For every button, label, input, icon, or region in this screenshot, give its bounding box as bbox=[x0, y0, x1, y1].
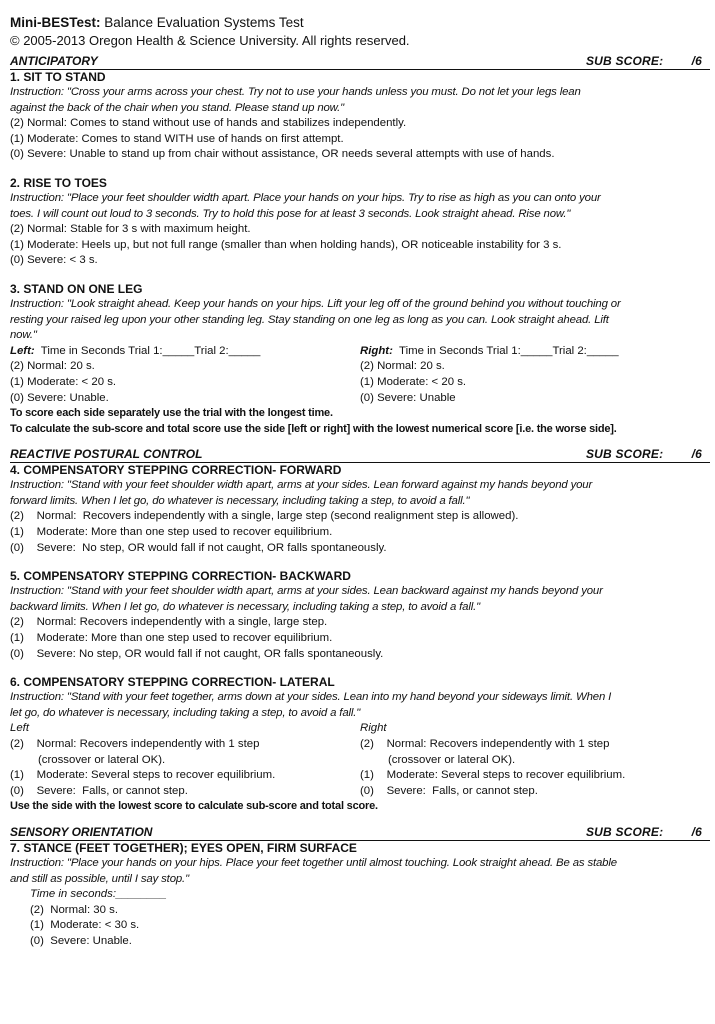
scoring-note: To score each side separately use the trial with the longest time. bbox=[10, 407, 333, 420]
instruction-line: Instruction: "Stand with your feet together, arms down at your sides. Lean into my hand beyond your sideways limit. When I bbox=[10, 691, 612, 704]
section-sensory bbox=[10, 825, 710, 841]
score-option: (2) Normal: 30 s. bbox=[30, 903, 118, 916]
score-option: (1) Moderate: Comes to stand WITH use of hands on first attempt. bbox=[10, 132, 344, 145]
score-option-left-cont: (crossover or lateral OK). bbox=[38, 753, 166, 766]
score-option: (0) Severe: No step, OR would fall if not caught, OR falls spontaneously. bbox=[10, 541, 387, 554]
score-option: (1) Moderate: More than one step used to recover equilibrium. bbox=[10, 526, 333, 539]
left-side-label: Left bbox=[10, 722, 29, 735]
score-option: (0) Severe: Unable to stand up from chair without assistance, OR needs several attempts with use of hands. bbox=[10, 148, 555, 161]
score-option-right: (0) Severe: Falls, or cannot step. bbox=[360, 784, 538, 797]
right-side-label: Right bbox=[360, 722, 387, 735]
brand-name: Mini-BESTest: bbox=[10, 15, 101, 30]
scoring-note: Use the side with the lowest score to calculate sub-score and total score. bbox=[10, 800, 378, 813]
instruction-line: now." bbox=[10, 329, 37, 342]
time-in-seconds-field: Time in seconds:________ bbox=[30, 888, 167, 901]
section-title: ANTICIPATORY bbox=[10, 54, 98, 68]
instruction-line: let go, do whatever is necessary, including taking a step, to avoid a fall." bbox=[10, 706, 361, 719]
sub-score-label: SUB SCORE: /6 bbox=[585, 824, 702, 839]
score-row bbox=[10, 753, 710, 769]
instruction-line: Instruction: "Cross your arms across your chest. Try not to use your hands unless you must. Do not let your legs lean bbox=[10, 86, 581, 98]
score-option-right-cont: (crossover or lateral OK). bbox=[388, 753, 516, 766]
item-title: 1. SIT TO STAND bbox=[10, 70, 106, 84]
instruction-line: against the back of the chair when you stand. Please stand up now." bbox=[10, 101, 345, 114]
score-option: (0) Severe: Unable. bbox=[30, 934, 132, 947]
score-option-left: (1) Moderate: Several steps to recover equilibrium. bbox=[10, 769, 276, 782]
section-anticipatory bbox=[10, 54, 710, 70]
mini-bestest-page bbox=[10, 14, 710, 950]
score-option-right: (1) Moderate: < 20 s. bbox=[360, 375, 467, 388]
left-label: Left: bbox=[10, 344, 35, 357]
score-option: (2) Normal: Recovers independently with a single, large step (second realignment step is allowed). bbox=[10, 510, 519, 523]
trial-times-row bbox=[10, 344, 710, 360]
score-row bbox=[10, 391, 710, 407]
score-row bbox=[10, 359, 710, 375]
instruction-line: backward limits. When I let go, do whatever is necessary, including taking a step, to avoid a fall." bbox=[10, 600, 481, 613]
instruction-line: resting your raised leg upon your other standing leg. Stay standing on one leg as long as you can. Look straight ahead. Lift bbox=[10, 313, 609, 326]
score-option-right: (0) Severe: Unable bbox=[360, 391, 456, 404]
item-title: 5. COMPENSATORY STEPPING CORRECTION- BACKWARD bbox=[10, 569, 351, 584]
score-option: (1) Moderate: < 30 s. bbox=[30, 919, 140, 932]
score-option: (2) Normal: Stable for 3 s with maximum height. bbox=[10, 223, 251, 236]
score-option: (1) Moderate: Heels up, but not full range (smaller than when holding hands), OR noticeable instability for 3 s. bbox=[10, 238, 562, 251]
score-option-left: (0) Severe: Falls, or cannot step. bbox=[10, 784, 188, 797]
instruction-line: Instruction: "Stand with your feet shoulder width apart, arms at your sides. Lean backward against my hands beyond your bbox=[10, 585, 603, 598]
right-trials bbox=[360, 344, 710, 360]
instruction-line: toes. I will count out loud to 3 seconds. Try to hold this pose for at least 3 seconds. Look straight ahead. Rise now." bbox=[10, 207, 571, 220]
score-option-right: (2) Normal: 20 s. bbox=[360, 360, 445, 373]
document-subtitle: Balance Evaluation Systems Test bbox=[100, 15, 304, 30]
copyright-notice: © 2005-2013 Oregon Health & Science University. All rights reserved. bbox=[10, 33, 410, 48]
score-row bbox=[10, 737, 710, 753]
item-title: 2. RISE TO TOES bbox=[10, 175, 107, 190]
score-option: (0) Severe: No step, OR would fall if not caught, OR falls spontaneously. bbox=[10, 647, 384, 660]
left-trial-times: Time in Seconds Trial 1:_____Trial 2:_____ bbox=[34, 344, 261, 357]
scoring-note: To calculate the sub-score and total score use the side [left or right] with the lowest numerical score [i.e. the worse side]. bbox=[10, 422, 617, 435]
instruction-line: Instruction: "Place your feet shoulder width apart. Place your hands on your hips. Try to rise as high as you can onto your bbox=[10, 191, 601, 204]
score-option: (2) Normal: Recovers independently with a single, large step. bbox=[10, 616, 328, 629]
instruction-line: Instruction: "Look straight ahead. Keep your hands on your hips. Lift your leg off of the ground behind you without touching or bbox=[10, 297, 621, 310]
item-title: 7. STANCE (FEET TOGETHER); EYES OPEN, FIRM SURFACE bbox=[10, 840, 357, 855]
section-title: SENSORY ORIENTATION bbox=[10, 824, 153, 839]
instruction-line: and still as possible, until I say stop." bbox=[10, 872, 189, 885]
score-option-right: (1) Moderate: Several steps to recover equilibrium. bbox=[360, 769, 626, 782]
side-labels-row bbox=[10, 721, 710, 737]
score-option-right: (2) Normal: Recovers independently with 1 step bbox=[360, 738, 610, 750]
item-title: 3. STAND ON ONE LEG bbox=[10, 281, 143, 296]
score-option-left: (2) Normal: 20 s. bbox=[10, 360, 95, 373]
score-row bbox=[10, 768, 710, 784]
document-title bbox=[10, 14, 710, 32]
section-title: REACTIVE POSTURAL CONTROL bbox=[10, 447, 203, 462]
right-label: Right: bbox=[360, 344, 393, 357]
score-row bbox=[10, 784, 710, 800]
sub-score-label: SUB SCORE: /6 bbox=[585, 54, 702, 68]
score-option-left: (0) Severe: Unable. bbox=[10, 391, 109, 404]
score-option-left: (1) Moderate: < 20 s. bbox=[10, 375, 117, 388]
sub-score-label: SUB SCORE: /6 bbox=[585, 447, 702, 462]
score-option: (2) Normal: Comes to stand without use of hands and stabilizes independently. bbox=[10, 117, 407, 130]
item-title: 4. COMPENSATORY STEPPING CORRECTION- FORWARD bbox=[10, 463, 342, 478]
score-option: (1) Moderate: More than one step used to recover equilibrium. bbox=[10, 632, 333, 645]
score-row bbox=[10, 375, 710, 391]
item-title: 6. COMPENSATORY STEPPING CORRECTION- LATERAL bbox=[10, 675, 335, 690]
score-option: (0) Severe: < 3 s. bbox=[10, 254, 98, 267]
instruction-line: Instruction: "Stand with your feet shoulder width apart, arms at your sides. Lean forward against my hands beyond your bbox=[10, 479, 593, 492]
instruction-line: Instruction: "Place your hands on your hips. Place your feet together until almost touching. Look straight ahead. Be as stable bbox=[10, 856, 617, 869]
score-option-left: (2) Normal: Recovers independently with 1 step bbox=[10, 738, 260, 750]
right-trial-times: Time in Seconds Trial 1:_____Trial 2:_____ bbox=[392, 344, 619, 357]
instruction-line: forward limits. When I let go, do whatever is necessary, including taking a step, to avoid a fall." bbox=[10, 494, 470, 507]
left-trials bbox=[10, 344, 360, 360]
section-reactive bbox=[10, 447, 710, 463]
